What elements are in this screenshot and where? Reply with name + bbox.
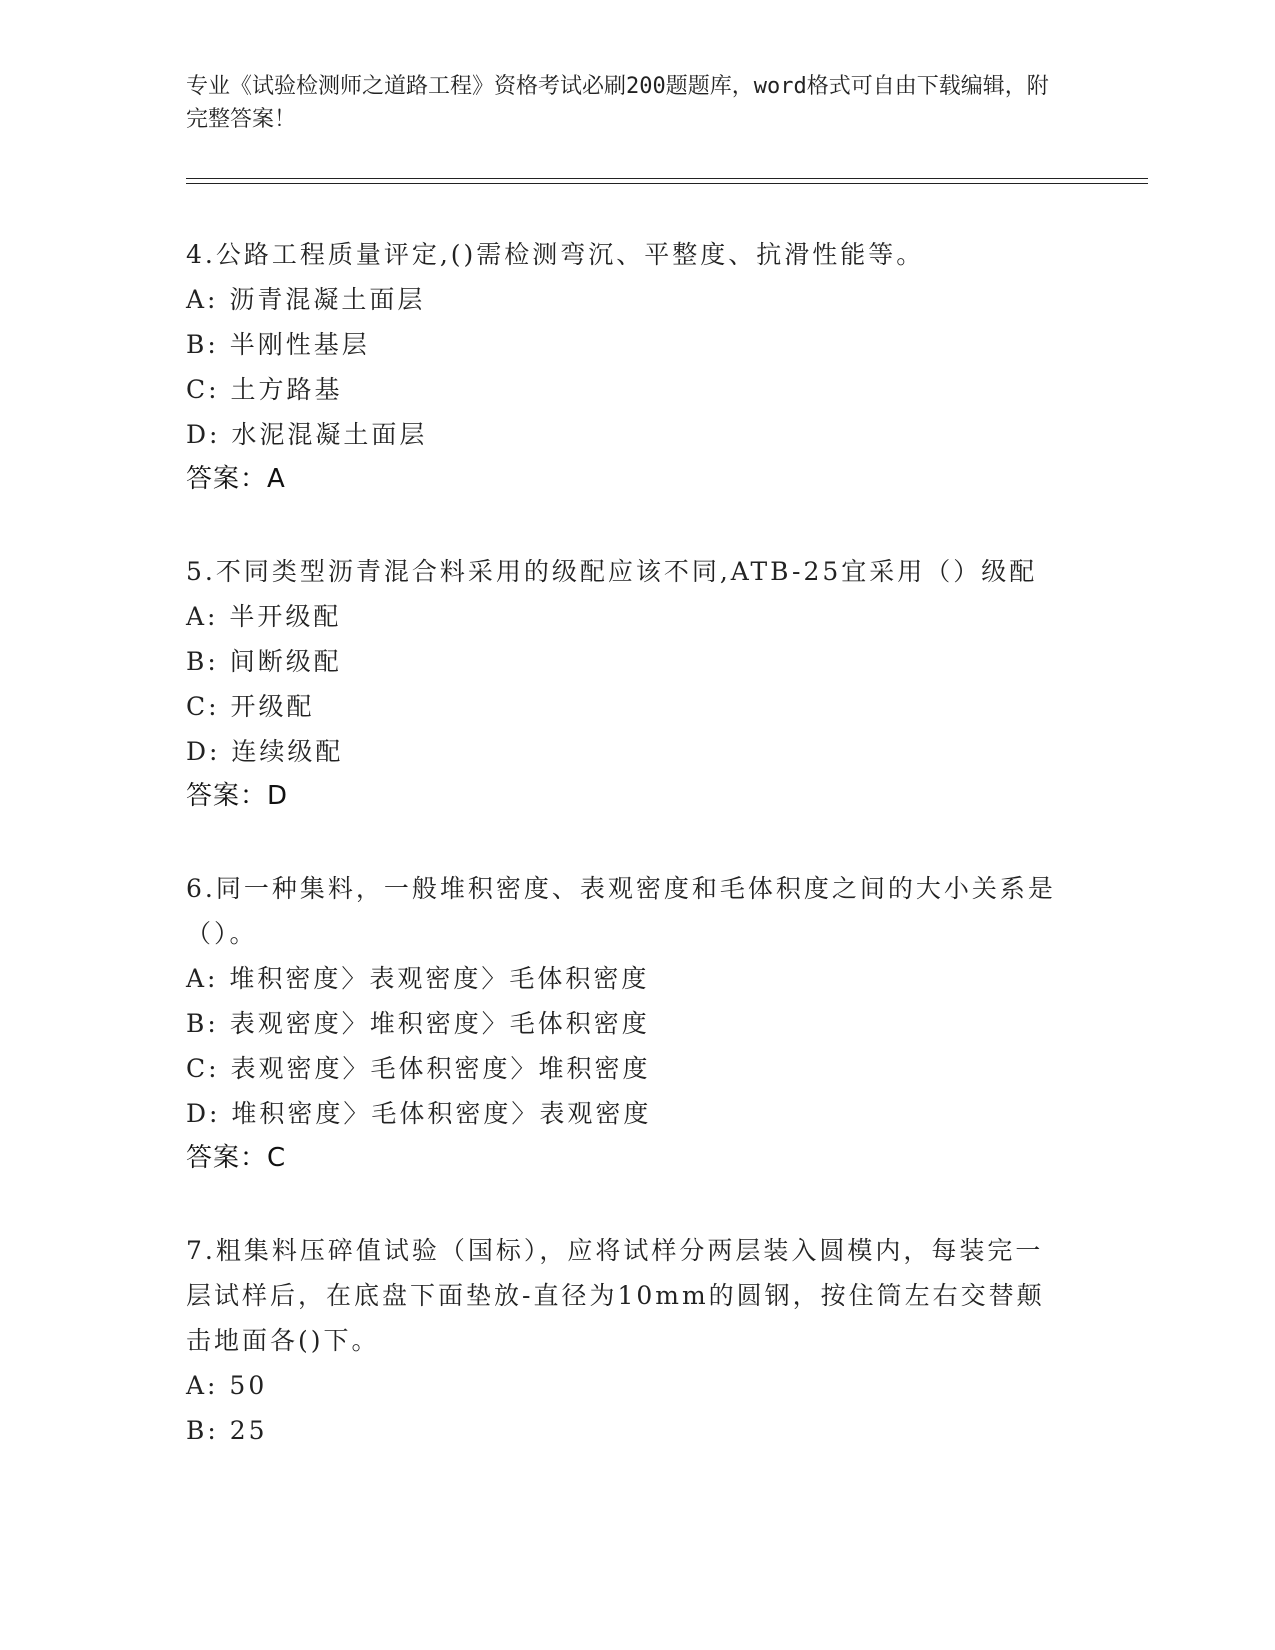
option-b: B: 表观密度〉堆积密度〉毛体积密度 — [186, 1009, 650, 1038]
option-a: A: 沥青混凝土面层 — [186, 285, 426, 314]
option-d: D: 堆积密度〉毛体积密度〉表观密度 — [186, 1099, 652, 1128]
question-5 — [186, 549, 1066, 819]
option-c: C: 表观密度〉毛体积密度〉堆积密度 — [186, 1054, 651, 1083]
question-stem: 5.不同类型沥青混合料采用的级配应该不同,ATB-25宜采用（）级配 — [186, 557, 1038, 586]
option-b: B: 25 — [186, 1416, 268, 1445]
question-6 — [186, 866, 1066, 1181]
question-stem: 7.粗集料压碎值试验（国标），应将试样分两层装入圆模内，每装完一层试样后，在底盘下面垫放-直径为10mm的圆钢，按住筒左右交替颠击地面各()下。 — [186, 1236, 1045, 1355]
option-c: C: 土方路基 — [186, 375, 343, 404]
header-divider-bottom — [186, 183, 1148, 184]
option-b: B: 半刚性基层 — [186, 330, 370, 359]
option-b: B: 间断级配 — [186, 647, 342, 676]
document-title: 专业《试验检测师之道路工程》资格考试必刷200题题库，word格式可自由下载编辑，附完整答案！ — [186, 74, 1049, 132]
question-7 — [186, 1228, 1066, 1453]
answer: 答案：D — [186, 781, 289, 811]
option-d: D: 水泥混凝土面层 — [186, 420, 428, 449]
answer: 答案：A — [186, 464, 286, 494]
question-stem: 4.公路工程质量评定,()需检测弯沉、平整度、抗滑性能等。 — [186, 240, 925, 269]
option-d: D: 连续级配 — [186, 737, 344, 766]
option-a: A: 半开级配 — [186, 602, 342, 631]
option-a: A: 堆积密度〉表观密度〉毛体积密度 — [186, 964, 650, 993]
question-4 — [186, 232, 1066, 502]
question-stem: 6.同一种集料，一般堆积密度、表观密度和毛体积度之间的大小关系是（）。 — [186, 874, 1056, 948]
option-c: C: 开级配 — [186, 692, 315, 721]
answer: 答案：C — [186, 1143, 287, 1173]
header-divider-top — [186, 178, 1148, 179]
option-a: A: 50 — [186, 1371, 268, 1400]
